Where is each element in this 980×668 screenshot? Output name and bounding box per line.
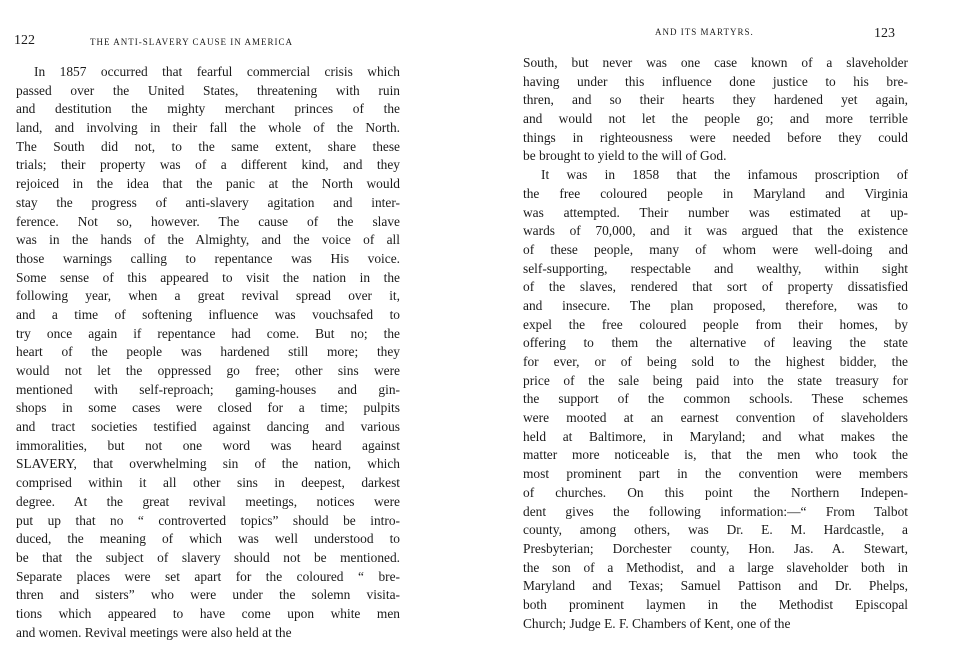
text-line: of churches. On this point the Northern Indepen- bbox=[523, 484, 908, 500]
running-head: THE ANTI-SLAVERY CAUSE IN AMERICA bbox=[90, 37, 294, 47]
text-line: price of the sale being paid into the state treasury for bbox=[523, 372, 908, 388]
text-line: and a time of softening influence was vouchsafed to bbox=[16, 306, 400, 322]
text-line: land, and involving in their fall the whole of the North. bbox=[16, 120, 400, 136]
text-line: the support of the common schools. These schemes bbox=[523, 391, 908, 407]
text-line: expel the free coloured people from their homes, by bbox=[523, 316, 908, 332]
text-line: Presbyterian; Dorchester county, Hon. Jas. A. Stewart, bbox=[523, 540, 908, 556]
page-body bbox=[523, 54, 908, 633]
text-line: and would not let the people go; and more terrible bbox=[523, 111, 908, 127]
text-line: Separate places were set apart for the coloured “ bre- bbox=[16, 568, 400, 584]
text-line: ference. Not so, however. The cause of the slave bbox=[16, 213, 400, 229]
text-line: most prominent part in the convention were members bbox=[523, 466, 908, 482]
text-line: put up that no “ controverted topics” should be intro- bbox=[16, 512, 400, 528]
text-line: passed over the United States, threatening with ruin bbox=[16, 82, 400, 98]
page-number: 122 bbox=[14, 33, 35, 48]
text-line: self-supporting, respectable and wealthy, within sight bbox=[523, 260, 908, 276]
text-line: for ever, or of being sold to the highest bidder, the bbox=[523, 354, 908, 369]
running-head: AND ITS MARTYRS. bbox=[655, 27, 754, 37]
text-line: would not let the oppressed go free; other sins were bbox=[16, 363, 400, 378]
page-number: 123 bbox=[874, 26, 895, 41]
text-line: heart of the people was hardened still more; they bbox=[16, 344, 400, 360]
text-line: the son of a Methodist, and a large slaveholder both in bbox=[523, 559, 908, 575]
text-line: Church; Judge E. F. Chambers of Kent, one of the bbox=[523, 615, 791, 631]
text-line: tions which appeared to have come upon white men bbox=[16, 605, 400, 621]
text-line: those warnings calling to repentance was His voice. bbox=[16, 250, 400, 266]
text-line: In 1857 occurred that fearful commercial crisis which bbox=[34, 64, 400, 79]
text-line: and women. Revival meetings were also held at the bbox=[16, 624, 292, 640]
text-line: degree. At the great revival meetings, notices were bbox=[16, 493, 400, 509]
text-line: the free coloured people in Maryland and Virginia bbox=[523, 185, 908, 201]
text-line: thren, and so their hearts they hardened yet again, bbox=[523, 92, 908, 108]
text-line: things in righteousness were needed before they could bbox=[523, 129, 908, 145]
text-line: and destitution the mighty merchant princes of the bbox=[16, 101, 400, 117]
text-line: of the slaves, rendered that sort of property dissatisfied bbox=[523, 279, 908, 295]
text-line: Maryland and Texas; Samuel Pattison and Dr. Phelps, bbox=[523, 578, 908, 594]
text-line: The South did not, to the same extent, share these bbox=[16, 138, 400, 154]
text-line: try once again if repentance had come. But no; the bbox=[16, 325, 400, 341]
text-line: dent gives the following information:—“ From Talbot bbox=[523, 503, 908, 519]
text-line: shops in some cases were closed for a time; pulpits bbox=[16, 400, 400, 416]
text-line: rejoiced in the idea that the panic at the North would bbox=[16, 176, 400, 192]
text-line: SLAVERY, that overwhelming sin of the nation, which bbox=[16, 456, 400, 472]
text-line: and tract societies testified against dancing and various bbox=[16, 419, 400, 435]
text-line: was in the hands of the Almighty, and the voice of all bbox=[16, 232, 400, 248]
text-line: following year, when a great revival spread over it, bbox=[16, 288, 400, 304]
text-line: were mooted at an earnest convention of slaveholders bbox=[523, 410, 908, 426]
text-line: of these people, many of whom were well-doing and bbox=[523, 241, 908, 257]
text-line: comprised within it all other sins in deepest, darkest bbox=[16, 475, 400, 491]
text-line: and insecure. The plan proposed, therefore, was to bbox=[523, 297, 908, 313]
text-line: was attempted. Their number was estimated at up- bbox=[523, 204, 908, 220]
text-line: be that the subject of slavery should not be mentioned. bbox=[16, 549, 400, 565]
text-line: duced, the meaning of which was well understood to bbox=[16, 531, 400, 547]
text-line: wards of 70,000, and it was argued that the existence bbox=[523, 223, 908, 239]
text-line: both prominent laymen in the Methodist Episcopal bbox=[523, 596, 908, 612]
text-line: It was in 1858 that the infamous proscription of bbox=[541, 167, 908, 183]
text-line: trials; their property was of a different kind, and they bbox=[16, 157, 400, 173]
text-line: South, but never was one case known of a slaveholder bbox=[523, 55, 908, 70]
right-page bbox=[490, 0, 980, 668]
text-line: be brought to yield to the will of God. bbox=[523, 148, 727, 164]
text-line: having under this influence done justice to his bre- bbox=[523, 73, 908, 89]
text-line: Some sense of this appeared to visit the nation in the bbox=[16, 269, 400, 285]
text-line: thren and sisters” who were under the solemn visita- bbox=[16, 587, 400, 603]
text-line: offering to them the alternative of leaving the state bbox=[523, 335, 908, 351]
text-line: immoralities, but not one word was heard against bbox=[16, 437, 400, 453]
text-line: mentioned with self-reproach; gaming-houses and gin- bbox=[16, 381, 400, 397]
text-line: county, among others, was Dr. E. M. Hardcastle, a bbox=[523, 522, 908, 538]
page-body bbox=[16, 63, 400, 642]
text-line: matter more noticeable is, that the men who took the bbox=[523, 447, 908, 463]
text-line: stay the progress of anti-slavery agitation and inter- bbox=[16, 194, 400, 210]
text-line: held at Baltimore, in Maryland; and what makes the bbox=[523, 428, 908, 444]
